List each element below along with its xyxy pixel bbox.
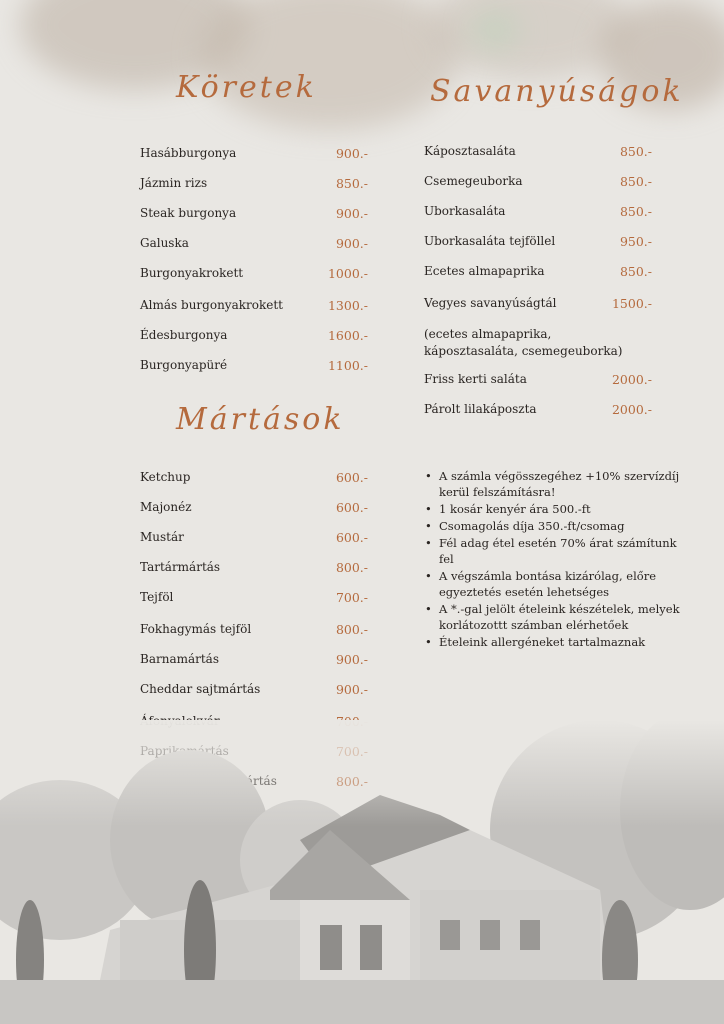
menu-item: [140, 652, 368, 672]
menu-item: [140, 146, 368, 166]
menu-item-name: Ecetes almapaprika: [424, 264, 545, 278]
menu-item-name: Galuska: [140, 236, 189, 250]
menu-item-name: Fokhagymás tejföl: [140, 622, 252, 636]
menu-item-name: Tejföl: [140, 590, 174, 604]
menu-item-name: Burgonyakrokett: [140, 266, 244, 280]
info-item: • Fél adag étel esetén 70% árat számítunk fel: [425, 535, 685, 567]
menu-item: [140, 622, 368, 642]
menu-item-price: 950.-: [619, 234, 652, 249]
menu-item: [140, 266, 368, 286]
menu-item-price: 850.-: [619, 264, 652, 279]
menu-item-price: 1000.-: [327, 266, 368, 281]
menu-item-name: Cheddar sajtmártás: [140, 682, 261, 696]
menu-item: [140, 176, 368, 196]
martasok-title: Mártások: [176, 402, 345, 437]
restaurant-building-photo: [0, 720, 724, 1024]
menu-item-name: Burgonyapüré: [140, 358, 228, 372]
menu-item-price: 700.-: [335, 590, 368, 605]
menu-item: [140, 236, 368, 256]
menu-item-name: Vegyes savanyúságtál: [424, 296, 557, 310]
menu-item-price: 2000.-: [611, 372, 652, 387]
info-item: • 1 kosár kenyér ára 500.-ft: [425, 501, 685, 517]
menu-item-name: Barnamártás: [140, 652, 219, 666]
menu-item: [424, 144, 652, 164]
menu-item: [140, 298, 368, 318]
menu-item-price: 1500.-: [611, 296, 652, 311]
menu-item-price: 2000.-: [611, 402, 652, 417]
menu-item-price: 900.-: [335, 682, 368, 697]
info-list: [425, 468, 685, 651]
menu-item-name: Almás burgonyakrokett: [140, 298, 283, 312]
menu-item-price: 1600.-: [327, 328, 368, 343]
watercolor-stain: [470, 10, 520, 50]
savanyusagok-note: (ecetes almapaprika, káposztasaláta, csemegeuborka): [424, 327, 623, 358]
menu-item-name: Ketchup: [140, 470, 191, 484]
menu-item-name: Uborkasaláta: [424, 204, 506, 218]
menu-item: [424, 174, 652, 194]
menu-item-price: 900.-: [335, 236, 368, 251]
menu-item: [140, 358, 368, 378]
menu-item-name: Csemegeuborka: [424, 174, 523, 188]
koretek-title: Köretek: [176, 70, 317, 105]
menu-item-name: Steak burgonya: [140, 206, 237, 220]
menu-item-price: 600.-: [335, 530, 368, 545]
menu-item-name: Tartármártás: [140, 560, 221, 574]
menu-item-name: Majonéz: [140, 500, 192, 514]
menu-item-price: 850.-: [619, 174, 652, 189]
menu-item: [424, 204, 652, 224]
menu-item-price: 850.-: [335, 176, 368, 191]
watercolor-stain: [200, 0, 460, 130]
info-item: • A *.-gal jelölt ételeink készételek, melyek korlátozottt számban elérhetőek: [425, 601, 685, 633]
menu-item: [424, 234, 652, 254]
menu-item-name: Uborkasaláta tejföllel: [424, 234, 556, 248]
menu-item: [140, 328, 368, 348]
menu-item-name: Mustár: [140, 530, 184, 544]
menu-item-name: Káposztasaláta: [424, 144, 516, 158]
menu-item: [140, 206, 368, 226]
menu-item-price: 1100.-: [327, 358, 368, 373]
menu-item: [140, 590, 368, 610]
info-item: • A végszámla bontása kizárólag, előre egyeztetés esetén lehetséges: [425, 568, 685, 600]
watercolor-stain: [430, 0, 630, 80]
menu-item-price: 850.-: [619, 144, 652, 159]
menu-item: [424, 264, 652, 284]
info-item: • A számla végösszegéhez +10% szervízdíj kerül felszámításra!: [425, 468, 685, 500]
menu-item-price: 1300.-: [327, 298, 368, 313]
menu-item: [140, 470, 368, 490]
menu-item: [424, 402, 652, 422]
menu-item-price: 800.-: [335, 622, 368, 637]
menu-item-price: 600.-: [335, 500, 368, 515]
menu-item-price: 900.-: [335, 206, 368, 221]
menu-item-price: 900.-: [335, 146, 368, 161]
menu-item-price: 900.-: [335, 652, 368, 667]
menu-item-name: Friss kerti saláta: [424, 372, 527, 386]
menu-item: [140, 682, 368, 702]
menu-item: [140, 500, 368, 520]
menu-item-name: Párolt lilakáposzta: [424, 402, 537, 416]
menu-item: [424, 372, 652, 392]
menu-item-price: 850.-: [619, 204, 652, 219]
savanyusagok-title: Savanyúságok: [430, 74, 684, 109]
info-item: • Csomagolás díja 350.-ft/csomag: [425, 518, 685, 534]
menu-item-price: 600.-: [335, 470, 368, 485]
menu-item-name: Édesburgonya: [140, 328, 228, 342]
info-item: • Ételeink allergéneket tartalmaznak: [425, 634, 685, 650]
menu-item-price: 800.-: [335, 560, 368, 575]
menu-item: [140, 530, 368, 550]
menu-item-name: Jázmin rizs: [140, 176, 208, 190]
menu-item: [140, 560, 368, 580]
menu-item-name: Hasábburgonya: [140, 146, 237, 160]
menu-item: [424, 296, 652, 316]
